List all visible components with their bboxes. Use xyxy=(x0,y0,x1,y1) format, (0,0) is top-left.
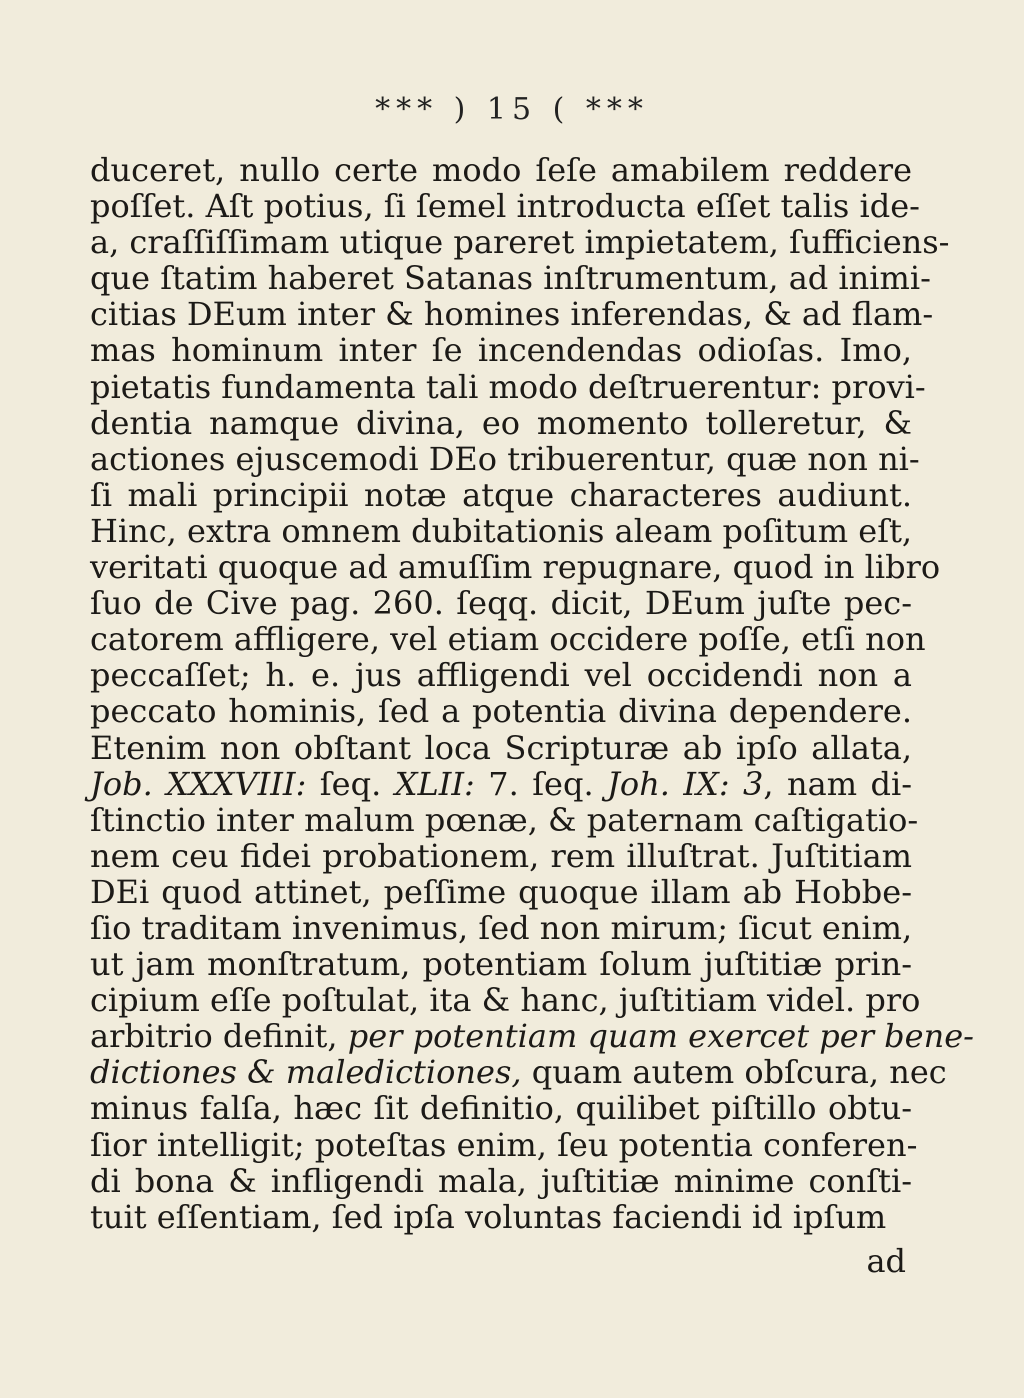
text-line xyxy=(90,874,912,910)
text-line xyxy=(90,548,941,587)
text-segment: que ſtatim haberet Satanas inſtrumentum, ad inimi- xyxy=(90,259,931,298)
text-line xyxy=(90,657,912,693)
text-segment: ut jam monſtratum, potentiam ſolum juſtitiæ prin- xyxy=(90,945,912,984)
text-segment: catorem affligere, vel etiam occidere poſſe, etſi non xyxy=(90,620,926,659)
text-line xyxy=(90,1163,912,1199)
text-line xyxy=(90,1017,974,1056)
text-line xyxy=(90,1053,947,1092)
text-segment: Etenim non obſtant loca Scripturæ ab ipſo allata, xyxy=(90,728,912,767)
italic-segment: dictiones & maledictiones, xyxy=(90,1053,522,1092)
text-line xyxy=(90,259,931,298)
text-segment: dentia namque divina, eo momento tolleretur, & xyxy=(90,403,912,442)
italic-segment: Job. XXXVIII: xyxy=(90,764,320,803)
text-segment: quam autem obſcura, nec xyxy=(521,1053,947,1092)
text-segment: ſior intelligit; poteſtas enim, ſeu potentia conferen- xyxy=(90,1125,918,1164)
text-segment: poſſet. Aſt potius, ſi ſemel introducta eſſet talis ide- xyxy=(90,187,920,226)
page-header: *** ) 15 ( *** xyxy=(375,92,649,127)
text-line xyxy=(90,152,912,188)
text-line xyxy=(90,1199,912,1235)
text-segment: mas hominum inter ſe incendendas odioſas. Imo, xyxy=(90,331,912,370)
text-line xyxy=(90,585,912,621)
italic-segment: Joh. IX: 3 xyxy=(607,764,764,803)
text-line xyxy=(90,332,912,368)
text-segment: , nam di- xyxy=(763,764,913,803)
text-segment: veritati quoque ad amuſſim repugnare, quod in libro xyxy=(90,548,941,587)
text-line xyxy=(90,405,912,441)
text-line xyxy=(90,439,920,478)
text-line xyxy=(90,1090,912,1126)
text-segment: duceret, nullo certe modo ſeſe amabilem reddere xyxy=(90,151,912,189)
text-segment: pietatis fundamenta tali modo deſtruerentur: provi- xyxy=(90,367,926,406)
italic-segment: per potentiam quam exercet per bene- xyxy=(347,1017,974,1056)
text-segment: Hinc, extra omnem dubitationis aleam poſitum eſt, xyxy=(90,511,913,550)
text-segment: a, craſſiſſimam utique pareret impietatem, ſufficiens- xyxy=(90,223,950,262)
text-segment: ſuo de Cive pag. 260. ſeqq. dicit, DEum juſte pec- xyxy=(90,584,912,623)
catchword: ad xyxy=(866,1242,906,1280)
text-segment: cipium eſſe poſtulat, ita & hanc, juſtitiam videl. pro xyxy=(90,981,921,1020)
text-segment: arbitrio definit, xyxy=(90,1017,348,1056)
text-line xyxy=(90,223,950,262)
text-segment: peccaſſet; h. e. jus affligendi vel occidendi non a xyxy=(90,656,912,695)
text-segment: ſi mali principii notæ atque characteres audiunt. xyxy=(90,475,912,514)
text-segment: citias DEum inter & homines inferendas, & ad flam- xyxy=(90,295,934,334)
text-line xyxy=(90,800,919,839)
text-segment: peccato hominis, ſed a potentia divina dependere. xyxy=(90,692,912,731)
text-segment: ſtinctio inter malum pœnæ, & paternam caſtigatio- xyxy=(90,800,919,839)
text-segment: actiones ejuscemodi DEo tribuerentur, quæ non ni- xyxy=(90,439,920,478)
text-line xyxy=(90,766,912,802)
text-segment: nem ceu fidei probationem, rem illuſtrat. Juſtitiam xyxy=(90,836,912,875)
text-segment: DEi quod attinet, peſſime quoque illam ab Hobbe- xyxy=(90,872,912,911)
body-text xyxy=(90,151,974,1236)
text-segment: ſeq. xyxy=(319,764,395,803)
text-line xyxy=(90,513,912,549)
text-line xyxy=(90,946,912,982)
text-segment: minus falſa, hæc ſit definitio, quilibet piſtillo obtu- xyxy=(90,1089,912,1128)
text-line xyxy=(90,981,921,1020)
text-segment: tuit eſſentiam, ſed ipſa voluntas faciendi id ipſum xyxy=(90,1197,887,1236)
text-line xyxy=(90,1125,918,1164)
text-line xyxy=(90,730,912,766)
text-line xyxy=(90,910,912,946)
italic-segment: XLII: xyxy=(394,764,489,803)
text-line xyxy=(90,620,926,659)
text-line xyxy=(90,295,934,334)
text-line xyxy=(90,187,920,226)
text-segment: 7. ſeq. xyxy=(488,764,608,803)
text-line xyxy=(90,838,912,874)
text-line xyxy=(90,693,912,729)
text-segment: di bona & infligendi mala, juſtitiæ minime conſti- xyxy=(90,1161,912,1200)
text-line xyxy=(90,477,912,513)
text-segment: ſio traditam invenimus, ſed non mirum; ſicut enim, xyxy=(90,908,913,947)
text-line xyxy=(90,367,926,406)
